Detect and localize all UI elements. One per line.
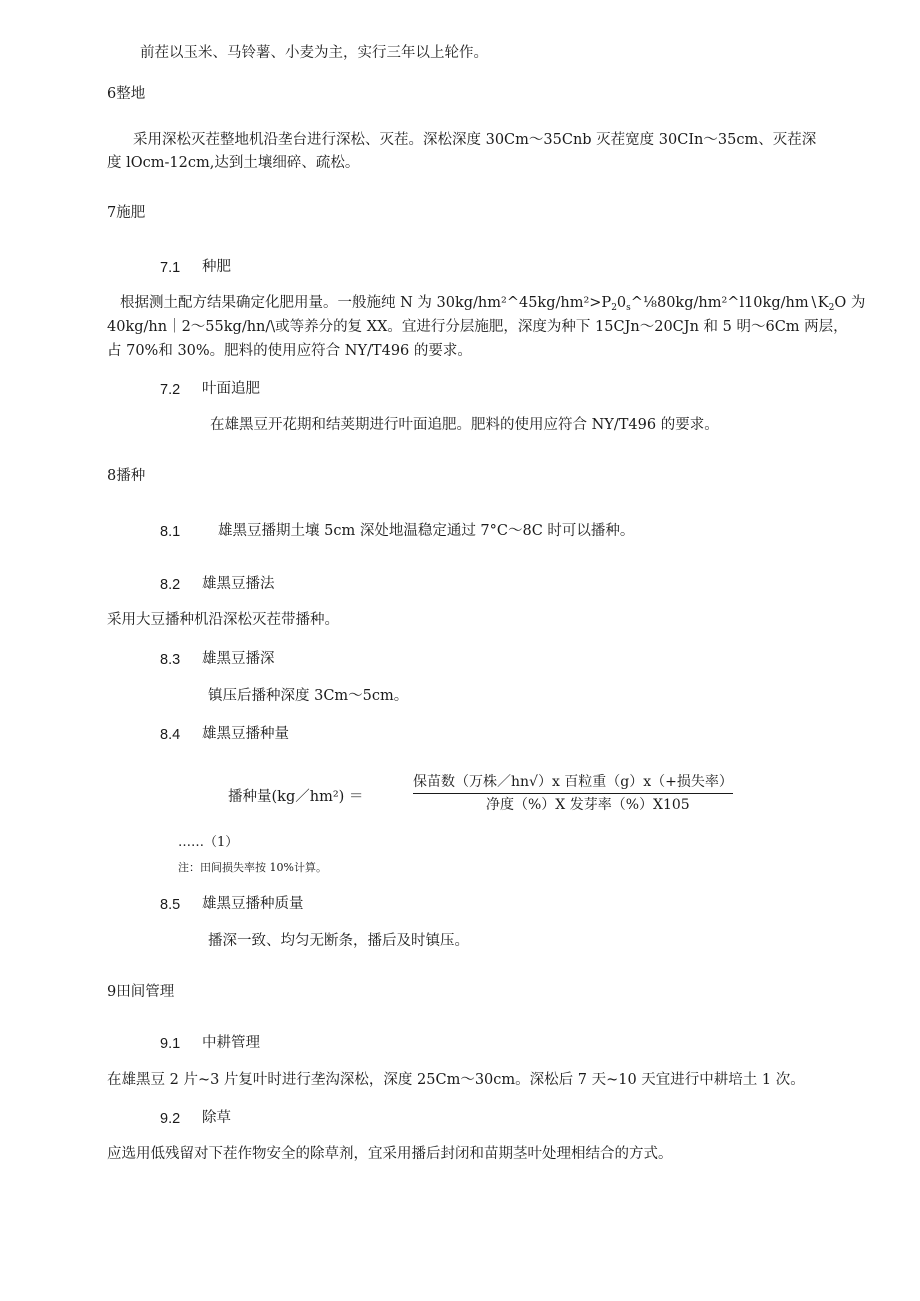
section-9-2-paragraph: 应选用低残留对下茬作物安全的除草剂，宜采用播后封闭和苗期茎叶处理相结合的方式。 xyxy=(107,1146,673,1162)
section-8-5-number: 8.5 xyxy=(160,897,181,913)
section-7-1-paragraph-line-1 xyxy=(120,295,865,314)
subscript-2: 2 xyxy=(611,303,617,313)
section-9-1-paragraph: 在雄黑豆 2 片~3 片复叶时进行垄沟深松，深度 25Cm～30cm。深松后 7 天~10 天宜进行中耕培土 1 次。 xyxy=(107,1072,805,1088)
section-6-heading: 6整地 xyxy=(107,86,146,102)
section-7-1-paragraph-line-3: 占 70%和 30%。肥料的使用应符合 NY/T496 的要求。 xyxy=(107,343,472,359)
section-9-2-number: 9.2 xyxy=(160,1111,181,1127)
formula-left-hand-side: 播种量(kg／hm²) ＝ xyxy=(228,789,364,805)
section-7-1-number: 7.1 xyxy=(160,260,181,276)
section-8-1-text: 雄黑豆播期土壤 5cm 深处地温稳定通过 7°C～8C 时可以播种。 xyxy=(218,523,635,539)
section-7-1-paragraph-line-2: 40kg∕hn｜2～55kg∕hn∕\或等养分的复 XX。宜进行分层施肥，深度为种下 15CJn～20CJn 和 5 明～6Cm 两层， xyxy=(107,319,848,335)
section-8-4-number: 8.4 xyxy=(160,727,181,743)
fertilizer-rate-text-g: O 为 xyxy=(834,295,866,311)
section-7-2-number: 7.2 xyxy=(160,382,181,398)
section-8-3-number: 8.3 xyxy=(160,652,181,668)
fertilizer-rate-text-c: 0 xyxy=(616,295,627,311)
subscript-2-k2o: 2 xyxy=(828,303,835,313)
fertilizer-rate-text-e: ^⅛80kg∕hm²^l10kg∕hm∖K xyxy=(630,295,829,311)
section-6-paragraph-line-1: 采用深松灭茬整地机沿垄台进行深松、灭茬。深松深度 30Cm～35Cnb 灭茬宽度 30CIn～35cm、灭茬深 xyxy=(133,132,817,148)
section-8-5-title: 雄黑豆播种质量 xyxy=(202,896,304,912)
section-8-4-title: 雄黑豆播种量 xyxy=(202,726,289,742)
section-6-paragraph-line-2: 度 lOcm-12cm,达到土壤细碎、疏松。 xyxy=(107,155,360,171)
section-8-5-paragraph: 播深一致、均匀无断条，播后及时镇压。 xyxy=(208,933,469,949)
section-9-1-title: 中耕管理 xyxy=(202,1035,260,1051)
section-7-2-title: 叶面追肥 xyxy=(202,381,260,397)
section-8-3-paragraph: 镇压后播种深度 3Cm～5cm。 xyxy=(208,688,409,704)
section-9-heading: 9田间管理 xyxy=(107,984,175,1000)
formula-denominator: 净度（%）X 发芽率（%）X105 xyxy=(486,797,690,813)
section-9-1-number: 9.1 xyxy=(160,1036,181,1052)
section-8-heading: 8播种 xyxy=(107,468,146,484)
section-8-2-title: 雄黑豆播法 xyxy=(202,576,275,592)
section-7-1-title: 种肥 xyxy=(202,259,231,275)
formula-numerator: 保苗数（万株／hn√）x 百粒重（g）x（+损失率） xyxy=(413,771,733,794)
formula-note: 注：田间损失率按 10%计算。 xyxy=(178,861,327,874)
section-8-1-number: 8.1 xyxy=(160,524,181,540)
fertilizer-rate-text-a: 根据测土配方结果确定化肥用量。一般施纯 N 为 30kg∕hm²^45kg∕hm²>P xyxy=(120,295,612,311)
section-7-2-paragraph: 在雄黑豆开花期和结荚期进行叶面追肥。肥料的使用应符合 NY/T496 的要求。 xyxy=(210,417,719,433)
section-8-2-paragraph: 采用大豆播种机沿深松灭茬带播种。 xyxy=(107,612,339,628)
section-8-3-title: 雄黑豆播深 xyxy=(202,651,275,667)
section-9-2-title: 除草 xyxy=(202,1110,231,1126)
section-8-2-number: 8.2 xyxy=(160,577,181,593)
subscript-s: s xyxy=(626,303,631,313)
section-7-heading: 7施肥 xyxy=(107,205,146,221)
formula-equation-number: ……（1） xyxy=(178,835,239,850)
intro-paragraph: 前茬以玉米、马铃薯、小麦为主，实行三年以上轮作。 xyxy=(140,45,488,61)
